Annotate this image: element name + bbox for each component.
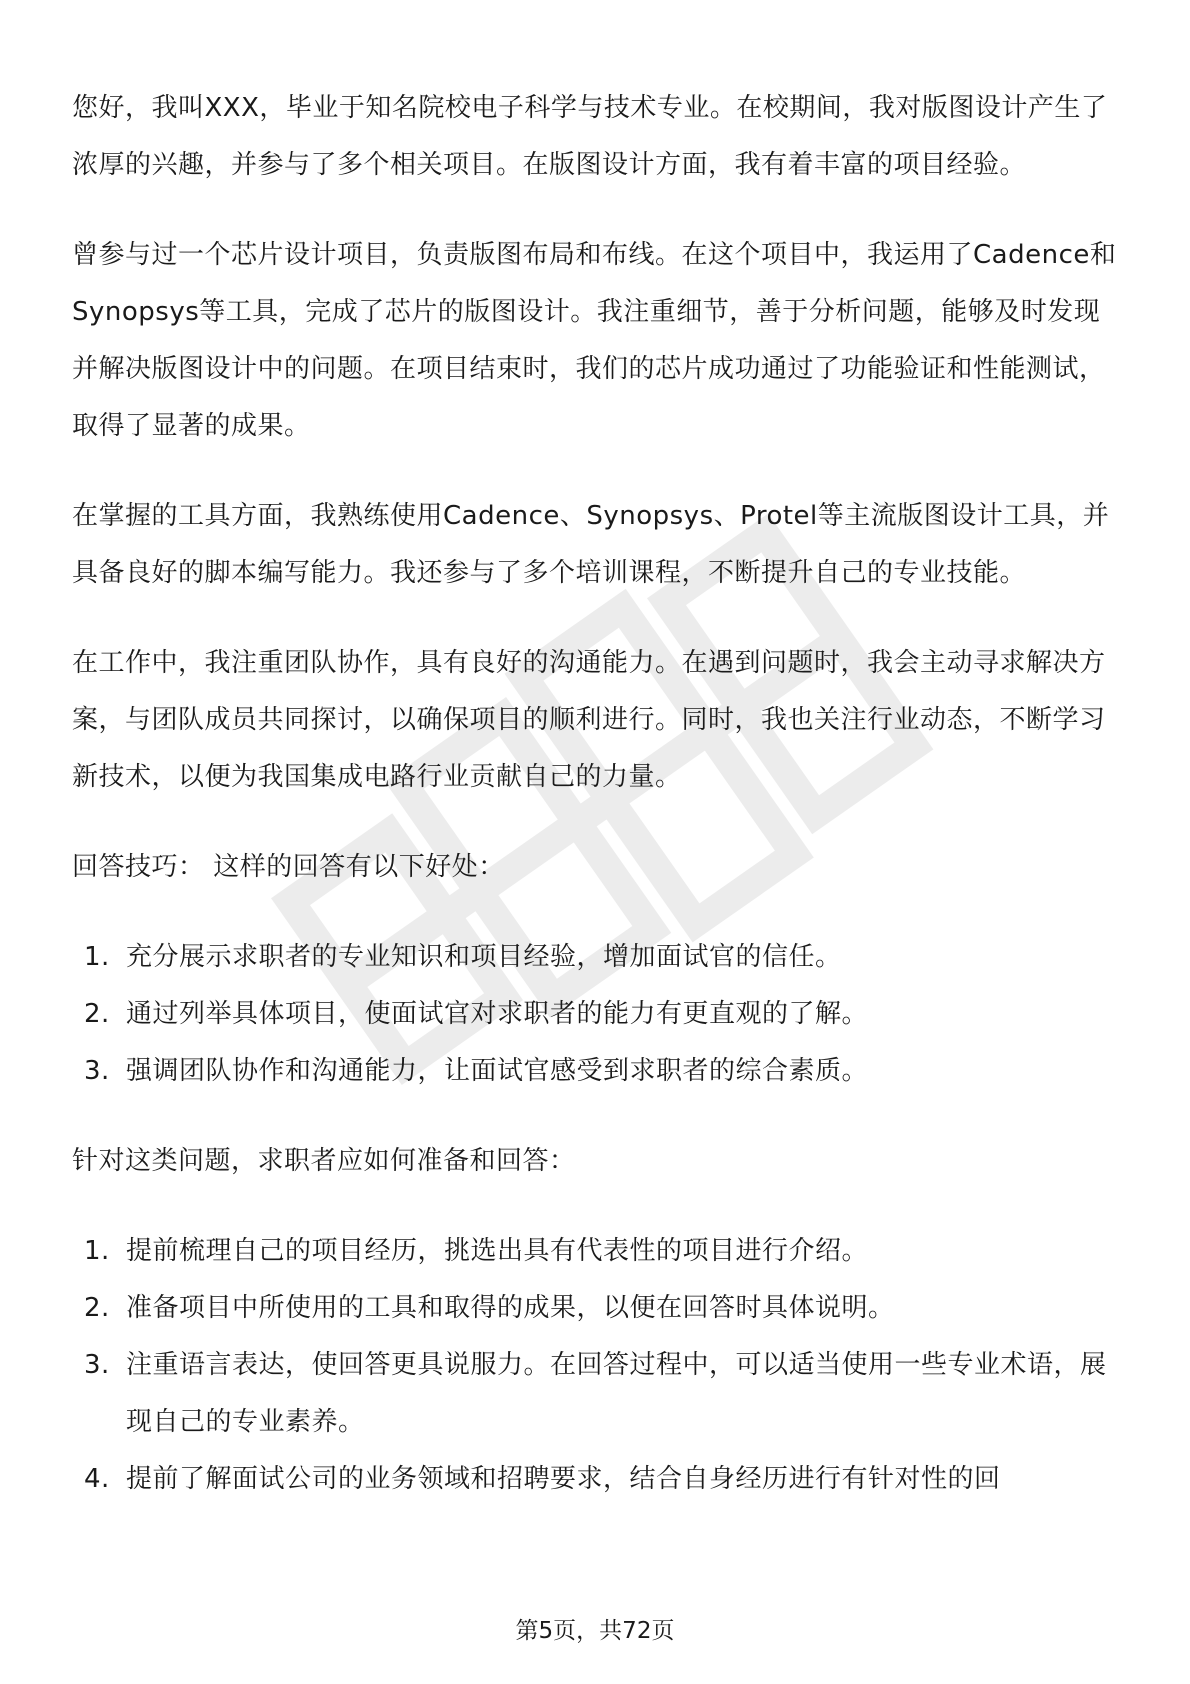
list-text: 提前梳理自己的项目经历，挑选出具有代表性的项目进行介绍。 <box>126 1236 869 1266</box>
list-number: 3. <box>84 1056 110 1086</box>
prep-heading: 针对这类问题，求职者应如何准备和回答： <box>72 1146 576 1176</box>
list-item <box>72 986 1122 1043</box>
prep-list <box>72 1223 1122 1508</box>
list-number: 4. <box>84 1464 110 1494</box>
page-footer: 第5页，共72页 <box>515 1618 675 1644</box>
list-text: 提前了解面试公司的业务领域和招聘要求，结合自身经历进行有针对性的回 <box>126 1464 1001 1494</box>
document-body <box>72 80 1122 1508</box>
list-number: 2. <box>84 999 110 1029</box>
list-text: 准备项目中所使用的工具和取得的成果，以便在回答时具体说明。 <box>126 1293 895 1323</box>
list-item <box>72 1337 1122 1451</box>
list-item <box>72 1223 1122 1280</box>
list-number: 2. <box>84 1293 110 1323</box>
list-text: 注重语言表达，使回答更具说服力。在回答过程中，可以适当使用一些专业术语，展现自己的专业素养。 <box>126 1350 1107 1437</box>
tips-list <box>72 929 1122 1100</box>
list-item <box>72 1280 1122 1337</box>
list-number: 1. <box>84 1236 110 1266</box>
list-text: 通过列举具体项目，使面试官对求职者的能力有更直观的了解。 <box>126 999 869 1029</box>
intro-paragraph: 您好，我叫XXX，毕业于知名院校电子科学与技术专业。在校期间，我对版图设计产生了浓厚的兴趣，并参与了多个相关项目。在版图设计方面，我有着丰富的项目经验。 <box>72 93 1108 180</box>
list-item <box>72 929 1122 986</box>
list-number: 1. <box>84 942 110 972</box>
project-paragraph: 曾参与过一个芯片设计项目，负责版图布局和布线。在这个项目中，我运用了Cadence和Synopsys等工具，完成了芯片的版图设计。我注重细节，善于分析问题，能够及时发现并解决版图设计中的问题。在项目结束时，我们的芯片成功通过了功能验证和性能测试，取得了显著的成果。 <box>72 240 1117 441</box>
list-text: 强调团队协作和沟通能力，让面试官感受到求职者的综合素质。 <box>126 1056 869 1086</box>
list-text: 充分展示求职者的专业知识和项目经验，增加面试官的信任。 <box>126 942 842 972</box>
tools-paragraph: 在掌握的工具方面，我熟练使用Cadence、Synopsys、Protel等主流版图设计工具，并具备良好的脚本编写能力。我还参与了多个培训课程，不断提升自己的专业技能。 <box>72 501 1110 588</box>
list-number: 3. <box>84 1350 110 1380</box>
list-item <box>72 1043 1122 1100</box>
tips-heading: 回答技巧： 这样的回答有以下好处： <box>72 852 505 882</box>
list-item <box>72 1451 1122 1508</box>
teamwork-paragraph: 在工作中，我注重团队协作，具有良好的沟通能力。在遇到问题时，我会主动寻求解决方案，与团队成员共同探讨，以确保项目的顺利进行。同时，我也关注行业动态，不断学习新技术，以便为我国集成电路行业贡献自己的力量。 <box>72 648 1106 792</box>
